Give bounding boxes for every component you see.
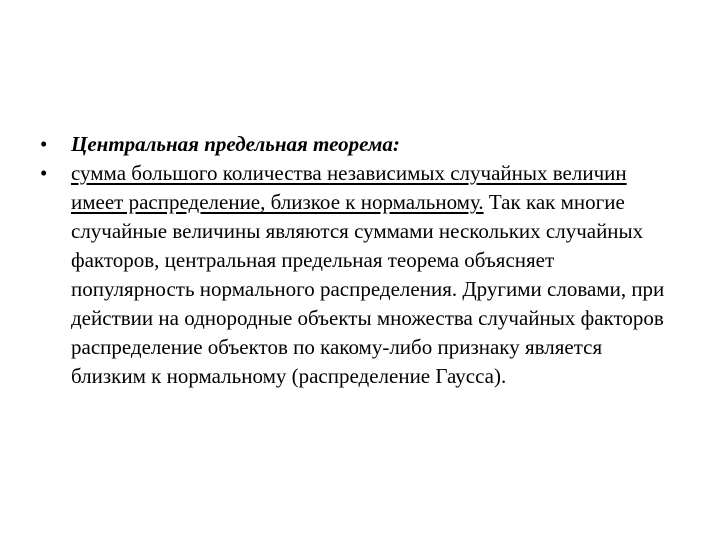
bullet-item-theorem-title: [40, 130, 680, 159]
theorem-explanation: Так как многие случайные величины являются суммами нескольких случайных факторов, центральная предельная теорема объясняет популярность нормального распределения. Другими словами, при действии на однородные объекты множества случайных факторов распределение объектов по какому-либо признаку является близким к нормальному (распределение Гаусса).: [71, 190, 665, 388]
bullet-item-theorem-description: [40, 159, 680, 391]
bullet-dot-icon: •: [40, 161, 48, 185]
bullet-list: [40, 130, 680, 391]
bullet-dot-icon: •: [40, 132, 48, 156]
theorem-title: Центральная предельная теорема:: [71, 132, 400, 156]
theorem-statement: сумма большого количества независимых случайных величин имеет распределение, близкое к нормальному.: [71, 161, 627, 214]
